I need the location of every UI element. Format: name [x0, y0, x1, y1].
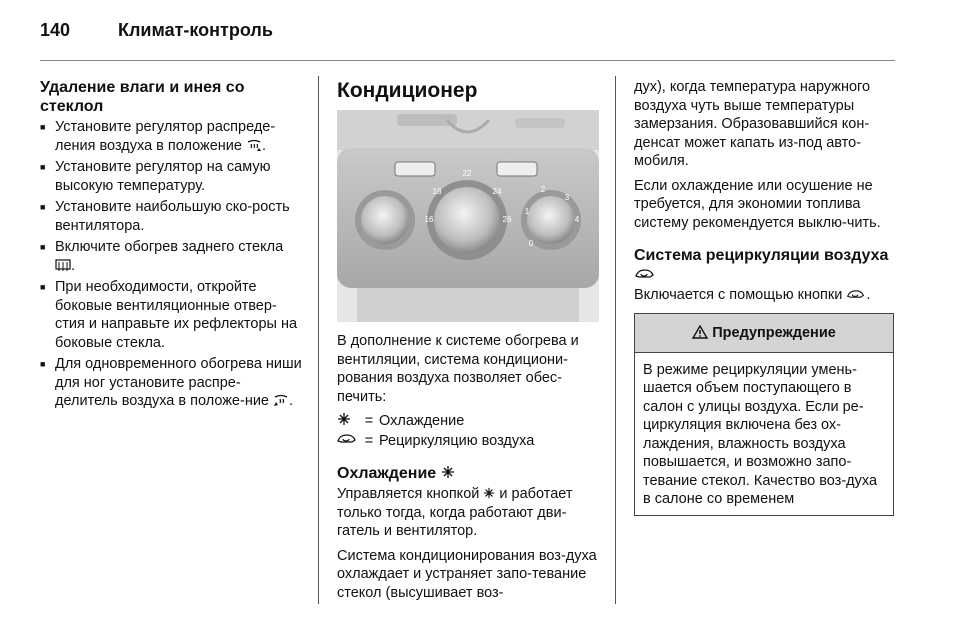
- column-divider-2: [615, 76, 616, 604]
- economy-note: Если охлаждение или осушение не требуется, для экономии топлива систему рекомендуется выклю-чить.: [634, 177, 881, 231]
- dial-temp-right: 24: [492, 187, 502, 196]
- list-item: ■ Для одновременного обогрева ниши для ног установите распре-делитель воздуха в положе-ние .: [40, 355, 302, 411]
- fan-speed-3: 3: [564, 193, 570, 202]
- fan-speed-2: 2: [540, 185, 546, 194]
- list-item: ■ Установите регулятор распреде-ления воздуха в положение .: [40, 118, 302, 155]
- windshield-defrost-icon: [246, 139, 262, 152]
- middle-column: [337, 78, 599, 608]
- warning-header: Предупреждение: [635, 314, 893, 353]
- left-column: [40, 78, 302, 414]
- list-item: ■ При необходимости, откройте боковые вентиляционные отвер-стия и направьте их рефлекторы на боковые стекла.: [40, 278, 302, 352]
- dial-temp-left: 18: [432, 187, 442, 196]
- recirculation-icon: [846, 288, 866, 300]
- right-column: [634, 78, 896, 516]
- header-divider: [40, 60, 895, 61]
- page-title: Климат-контроль: [118, 20, 273, 40]
- climate-control-panel-image: [337, 110, 599, 322]
- fan-speed-1: 1: [524, 207, 530, 216]
- column-divider-1: [318, 76, 319, 604]
- symbol-row-cooling: = Охлаждение: [337, 412, 599, 432]
- warning-box: [634, 313, 894, 516]
- recirculation-description: Включается с помощью кнопки .: [634, 287, 871, 303]
- list-item: ■ Включите обогрев заднего стекла .: [40, 238, 302, 275]
- warning-triangle-icon: [692, 325, 708, 339]
- control-panel-illustration: [337, 110, 599, 322]
- list-item: ■ Установите наибольшую ско-рость вентилятора.: [40, 198, 302, 235]
- defog-steps: [40, 118, 302, 411]
- footwell-defrost-icon: [273, 394, 289, 407]
- recirculation-heading: Система рециркуляции воздуха: [634, 246, 896, 284]
- ac-intro: В дополнение к системе обогрева и вентиляции, система кондициони-рования воздуха позволяет обес-печить:: [337, 333, 579, 405]
- fan-speed-4: 4: [574, 215, 580, 224]
- fan-speed-0: 0: [528, 239, 534, 248]
- page-header: [40, 20, 900, 44]
- cooling-continued: дух), когда температура наружного воздуха чуть выше температуры замерзания. Образовавшийся кон-денсат может капать из-под авто-мобиля.: [634, 79, 871, 169]
- recirculation-icon: [634, 267, 656, 280]
- dial-temp-high: 26: [502, 215, 512, 224]
- dial-temp-top: 22: [462, 169, 472, 178]
- page-number: 140: [40, 20, 71, 40]
- symbol-row-recirculation: = Рециркуляцию воздуха: [337, 432, 599, 451]
- section-title: Кондиционер: [337, 79, 478, 102]
- recirculation-icon: [337, 432, 359, 451]
- snowflake-icon: [483, 487, 495, 499]
- rear-window-heating-icon: [55, 259, 71, 272]
- dial-temp-low: 16: [424, 215, 434, 224]
- snowflake-icon: [337, 412, 359, 432]
- defog-heading: Удаление влаги и инея со стеклол: [40, 79, 245, 115]
- cooling-description-2: Система кондиционирования воз-духа охлаждает и устраняет запо-тевание стекол (высушивает воз-: [337, 547, 597, 601]
- snowflake-icon: [441, 465, 455, 479]
- warning-text: В режиме рециркуляции умень-шается объем поступающего в салон с улицы воздуха. Если ре-циркуляция включена без ох-лаждения, влажность воздуха повышается, и возможно запо-тевание стекол. Качество воз-духа в салоне со временем: [643, 361, 878, 507]
- cooling-heading: Охлаждение: [337, 464, 599, 483]
- list-item: ■ Установите регулятор на самую высокую температуру.: [40, 158, 302, 195]
- cooling-description: Управляется кнопкой и работает только тогда, когда работают дви-гатель и вентилятор.: [337, 486, 573, 539]
